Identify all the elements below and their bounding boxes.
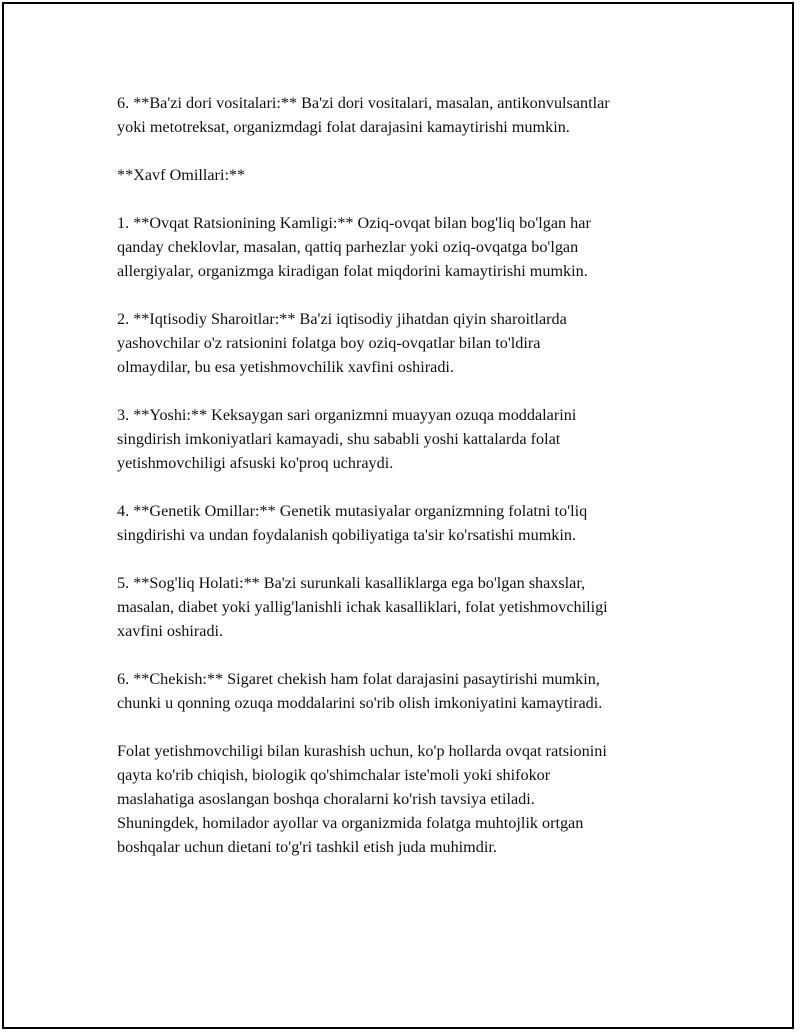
text-line: allergiyalar, organizmga kiradigan folat miqdorini kamaytirishi mumkin. (117, 262, 588, 280)
text-line: maslahatiga asoslangan boshqa choralarni ko'rish tavsiya etiladi. (117, 790, 535, 808)
text-line: yetishmovchiligi afsuski ko'proq uchraydi. (117, 454, 394, 472)
text-line: 2. **Iqtisodiy Sharoitlar:** Ba'zi iqtisodiy jihatdan qiyin sharoitlarda (117, 310, 567, 328)
text-line: 6. **Chekish:** Sigaret chekish ham folat darajasini pasaytirishi mumkin, (117, 670, 600, 688)
section-heading-risk-factors (117, 163, 707, 187)
text-line: Shuningdek, homilador ayollar va organizmida folatga muhtojlik ortgan (117, 814, 584, 832)
paragraph-smoking (117, 667, 707, 715)
text-line: chunki u qonning ozuqa moddalarini so'rib olish imkoniyatini kamaytiradi. (117, 694, 603, 712)
text-line: singdirishi va undan foydalanish qobiliyatiga ta'sir ko'rsatishi mumkin. (117, 526, 577, 544)
paragraph-medications (117, 91, 707, 139)
text-line: yoki metotreksat, organizmdagi folat darajasini kamaytirishi mumkin. (117, 118, 570, 136)
text-line: 5. **Sog'liq Holati:** Ba'zi surunkali kasalliklarga ega bo'lgan shaxslar, (117, 574, 586, 592)
paragraph-conclusion (117, 739, 707, 859)
paragraph-age (117, 403, 707, 475)
text-line: qanday cheklovlar, masalan, qattiq parhezlar yoki oziq-ovqatga bo'lgan (117, 238, 579, 256)
text-line: masalan, diabet yoki yallig'lanishli ichak kasalliklari, folat yetishmovchiligi (117, 598, 608, 616)
text-line: 1. **Ovqat Ratsionining Kamligi:** Oziq-ovqat bilan bog'liq bo'lgan har (117, 214, 591, 232)
text-line: Folat yetishmovchiligi bilan kurashish uchun, ko'p hollarda ovqat ratsionini (117, 742, 607, 760)
text-line: 4. **Genetik Omillar:** Genetik mutasiyalar organizmning folatni to'liq (117, 502, 588, 520)
text-line: 6. **Ba'zi dori vositalari:** Ba'zi dori vositalari, masalan, antikonvulsantlar (117, 94, 610, 112)
text-line: qayta ko'rib chiqish, biologik qo'shimchalar iste'moli yoki shifokor (117, 766, 551, 784)
text-line: olmaydilar, bu esa yetishmovchilik xavfini oshiradi. (117, 358, 454, 376)
document-body (117, 91, 707, 883)
text-line: boshqalar uchun dietani to'g'ri tashkil etish juda muhimdir. (117, 838, 497, 856)
paragraph-health (117, 571, 707, 643)
paragraph-genetic (117, 499, 707, 547)
text-line: xavfini oshiradi. (117, 622, 224, 640)
text-line: 3. **Yoshi:** Keksaygan sari organizmni muayyan ozuqa moddalarini (117, 406, 577, 424)
paragraph-diet (117, 211, 707, 283)
paragraph-economic (117, 307, 707, 379)
heading-line: **Xavf Omillari:** (117, 166, 246, 184)
text-line: singdirish imkoniyatlari kamayadi, shu sababli yoshi kattalarda folat (117, 430, 561, 448)
text-line: yashovchilar o'z ratsionini folatga boy oziq-ovqatlar bilan to'ldira (117, 334, 541, 352)
